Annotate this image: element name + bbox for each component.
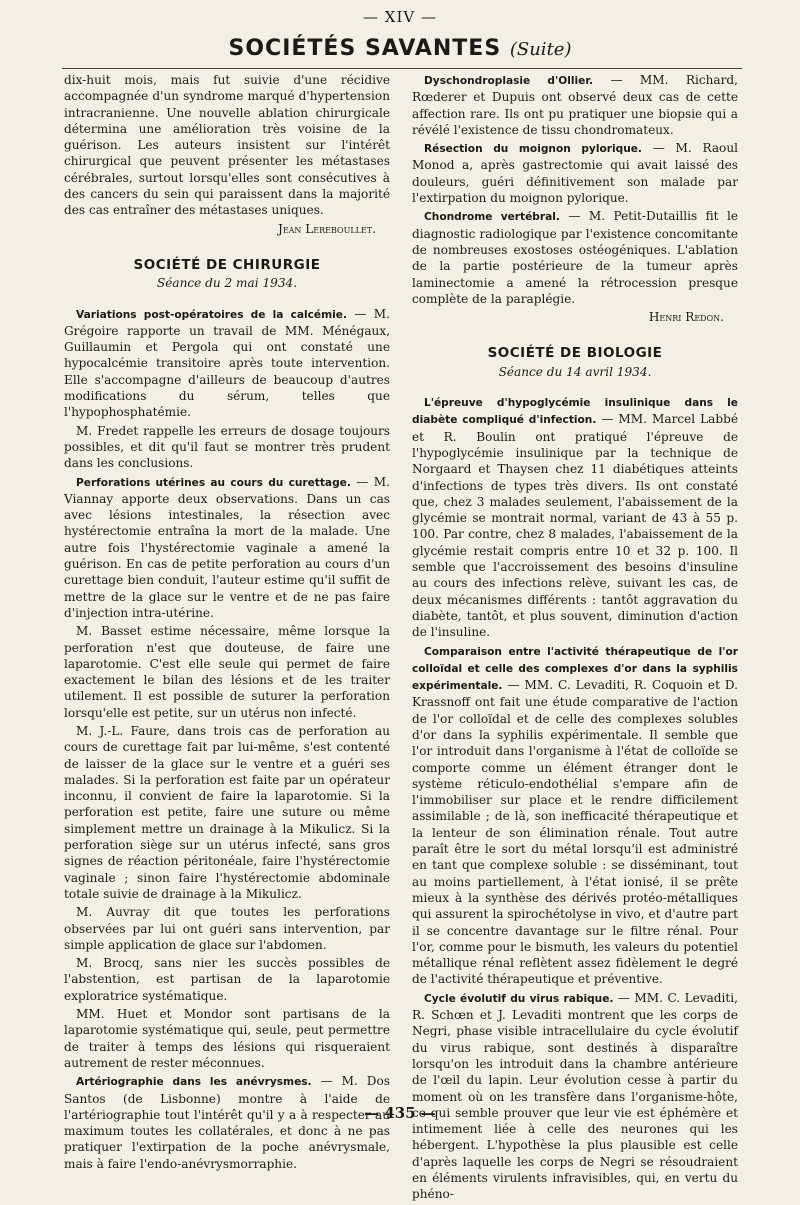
article bbox=[412, 140, 738, 206]
page-heading bbox=[0, 36, 800, 61]
article bbox=[64, 306, 390, 421]
left-column bbox=[64, 72, 390, 1174]
section-date: Séance du 14 avril 1934. bbox=[498, 364, 652, 379]
article-text: — M. Raoul Monod a, après gastrectomie qui avait laissé des douleurs, guéri définitivement son malade par l'extirpation du moignon pylorique. bbox=[412, 141, 738, 206]
article bbox=[412, 990, 738, 1203]
article-heading: Comparaison entre l'activité thérapeutique de l'or colloïdal et celle des complexes d'or dans la syphilis expérimentale. bbox=[412, 645, 738, 693]
article-text: — M. Viannay apporte deux observations. Dans un cas avec lésions intestinales, la résection avec hystérectomie entraîna la mort de la malade. Une autre fois l'hystérectomie vaginale a amené la guérison. En cas de petite perforation au cours d'un curettage bien conduit, l'auteur estime qu'il suffit de mettre de la glace sur le ventre et de ne pas faire d'injection intra-utérine. bbox=[64, 474, 390, 620]
article bbox=[412, 208, 738, 307]
article-text: — MM. Richard, Rœderer et Dupuis ont observé deux cas de cette affection rare. Ils ont pu pratiquer une biopsie qui a révélé l'existence de tissu chondromateux. bbox=[412, 73, 738, 137]
article bbox=[412, 394, 738, 640]
heading-rule bbox=[62, 68, 742, 69]
right-column bbox=[412, 72, 738, 1205]
article-text: — M. Grégoire rapporte un travail de MM. Ménégaux, Guillaumin et Pergola qui ont constaté une hypocalcémie transitoire après toute intervention. Elle s'accompagne d'ailleurs de beaucoup d'autres modifications du sérum, telles que l'hypophosphatémie. bbox=[64, 306, 390, 420]
article-text: — MM. C. Levaditi, R. Schœn et J. Levaditi montrent que les corps de Negri, phase visible intracellulaire du cycle évolutif du virus rabique, sont destinés à disparaître lorsqu'on les introduit dans la chambre antérieure de l'œil du lapin. Leur évolution cesse à partir du moment où on les transfère dans l'organisme-hôte, ce qui semble prouver que leur vie est éphémère et intimement liée à celle des neurones qui les hébergent. L'hypothèse la plus plausible est celle d'après laquelle les corps de Negri se résoudraient en éléments virulents infravisibles, qui, en vertu du phéno- bbox=[412, 990, 738, 1202]
article-heading: L'épreuve d'hypoglycémie insulinique dans le diabète compliqué d'infection. bbox=[412, 397, 738, 427]
paragraph: M. Auvray dit que toutes les perforations observées par lui ont guéri sans intervention, par simple application de glace sur l'abdomen. bbox=[64, 905, 390, 952]
article-heading: Cycle évolutif du virus rabique. bbox=[424, 992, 614, 1005]
article-heading: Artériographie dans les anévrysmes. bbox=[76, 1076, 312, 1089]
paragraph: MM. Huet et Mondor sont partisans de la laparotomie systématique qui, seule, peut permettre de traiter à temps des lésions qui risqueraient autrement de rester méconnues. bbox=[64, 1007, 390, 1070]
article-text: — M. Dos Santos (de Lisbonne) montre à l'aide de l'artériographie tout l'intérêt qu'il y a à respecter au maximum toutes les collatérales, et donc à ne pas pratiquer l'extirpation de la poche anévrysmale, mais à faire l'endo-anévrysmorraphie. bbox=[64, 1074, 390, 1171]
article bbox=[64, 1073, 390, 1172]
signature: Henri Redon. bbox=[648, 310, 724, 325]
article-heading: Variations post-opératoires de la calcémie. bbox=[76, 308, 347, 321]
paragraph: dix-huit mois, mais fut suivie d'une récidive accompagnée d'un syndrome marqué d'hypertension intracranienne. Une nouvelle ablation chirurgicale détermina une amélioration très voisine de la guérison. Les auteurs insistent sur l'intérêt chirurgical que peuvent présenter les métastases cérébrales, surtout lorsqu'elles sont consécutives à des cancers du sein qui paraissent dans la majorité des cas entraîner des métastases uniques. bbox=[64, 73, 390, 218]
paragraph: M. Basset estime nécessaire, même lorsque la perforation n'est que douteuse, de faire une laparotomie. C'est elle seule qui permet de faire exactement le bilan des lésions et de les traiter utilement. Il est possible de suturer la perforation lorsqu'elle est petite, sur un utérus non infecté. bbox=[64, 624, 390, 720]
article-text: — MM. Marcel Labbé et R. Boulin ont pratiqué l'épreuve de l'hypoglycémie insulinique par la technique de Norgaard et Thaysen chez 11 diabétiques atteints d'infections de types très divers. Ils ont constaté que, chez 3 malades seulement, l'abaissement de la glycémie se montrait normal, variant de 43 à 55 p. 100. Par contre, chez 8 malades, l'abaissement de la glycémie restait compris entre 10 et 32 p. 100. Il semble que l'accroissement des besoins d'insuline au cours des infections relève, suivant les cas, de deux mécanismes différents : tantôt aggravation du diabète, tantôt, et plus souvent, diminution d'action de l'insuline. bbox=[412, 412, 738, 640]
article bbox=[412, 72, 738, 138]
section-title: SOCIÉTÉ DE BIOLOGIE bbox=[487, 345, 663, 362]
signature: Jean Lereboullet. bbox=[277, 221, 376, 236]
paragraph: M. J.-L. Faure, dans trois cas de perforation au cours de curettage fait par lui-même, s'est contenté de laisser de la glace sur le ventre et a guéri ses malades. Si la perforation est faite par un opérateur inconnu, il convient de faire la laparotomie. Si la perforation est petite, faire une suture ou même simplement mettre un drainage à la Mikulicz. Si la perforation siège sur un utérus infecté, sans gros signes de réaction péritonéale, faire l'hystérectomie vaginale ; sinon faire l'hystérectomie abdominale totale suivie de drainage à la Mikulicz. bbox=[64, 723, 390, 901]
heading-title: SOCIÉTÉS SAVANTES bbox=[228, 36, 502, 61]
article-heading: Résection du moignon pylorique. bbox=[424, 143, 642, 156]
article-text: — M. Petit-Dutaillis fit le diagnostic radiologique par l'existence concomitante de nombreuses exostoses ostéogéniques. L'ablation de la partie postérieure de la tumeur après laminectomie a amené la rétrocession presque complète de la paraplégie. bbox=[412, 209, 738, 306]
article bbox=[412, 643, 738, 988]
heading-suite: (Suite) bbox=[509, 39, 572, 60]
article-heading: Dyschondroplasie d'Ollier. bbox=[424, 75, 594, 87]
article-heading: Chondrome vertébral. bbox=[424, 211, 560, 224]
section-date: Séance du 2 mai 1934. bbox=[156, 276, 298, 291]
article-heading: Perforations utérines au cours du curettage. bbox=[76, 476, 351, 489]
page-number: — 435 — bbox=[364, 1104, 436, 1122]
paragraph: M. Fredet rappelle les erreurs de dosage toujours possibles, et dit qu'il faut se montrer très prudent dans les conclusions. bbox=[64, 423, 390, 471]
article bbox=[64, 474, 390, 622]
article-text: — MM. C. Levaditi, R. Coquoin et D. Krassnoff ont fait une étude comparative de l'action de l'or colloïdal et de celle des complexes solubles d'or dans la syphilis expérimentale. Il semble que l'or introduit dans l'organisme à l'état de colloïde se comporte comme un élément étranger dont le système réticulo-endothélial s'empare afin de l'immobiliser sur place et le rendre difficilement assimilable ; de là, son inefficacité thérapeutique et la lenteur de son élimination rénale. Tout autre paraît être le sort du métal lorsqu'il est administré en tant que complexe soluble : se disséminant, tout au moins partiellement, à l'état ionisé, il se prête mieux à la synthèse des dérivés protéo-métalliques qui assurent la spirochétolyse in vivo, et d'autre part il se concentre davantage sur le filtre rénal. Pour l'or, comme pour le bismuth, les valeurs du potentiel métallique rénal reflètent assez fidèlement le degré de l'activité thérapeutique et préventive. bbox=[412, 678, 738, 987]
paragraph: M. Brocq, sans nier les succès possibles de l'abstention, est partisan de la laparotomie exploratrice systématique. bbox=[64, 956, 390, 1003]
section-title: SOCIÉTÉ DE CHIRURGIE bbox=[133, 256, 321, 273]
roman-page-number: — XIV — bbox=[363, 8, 437, 26]
